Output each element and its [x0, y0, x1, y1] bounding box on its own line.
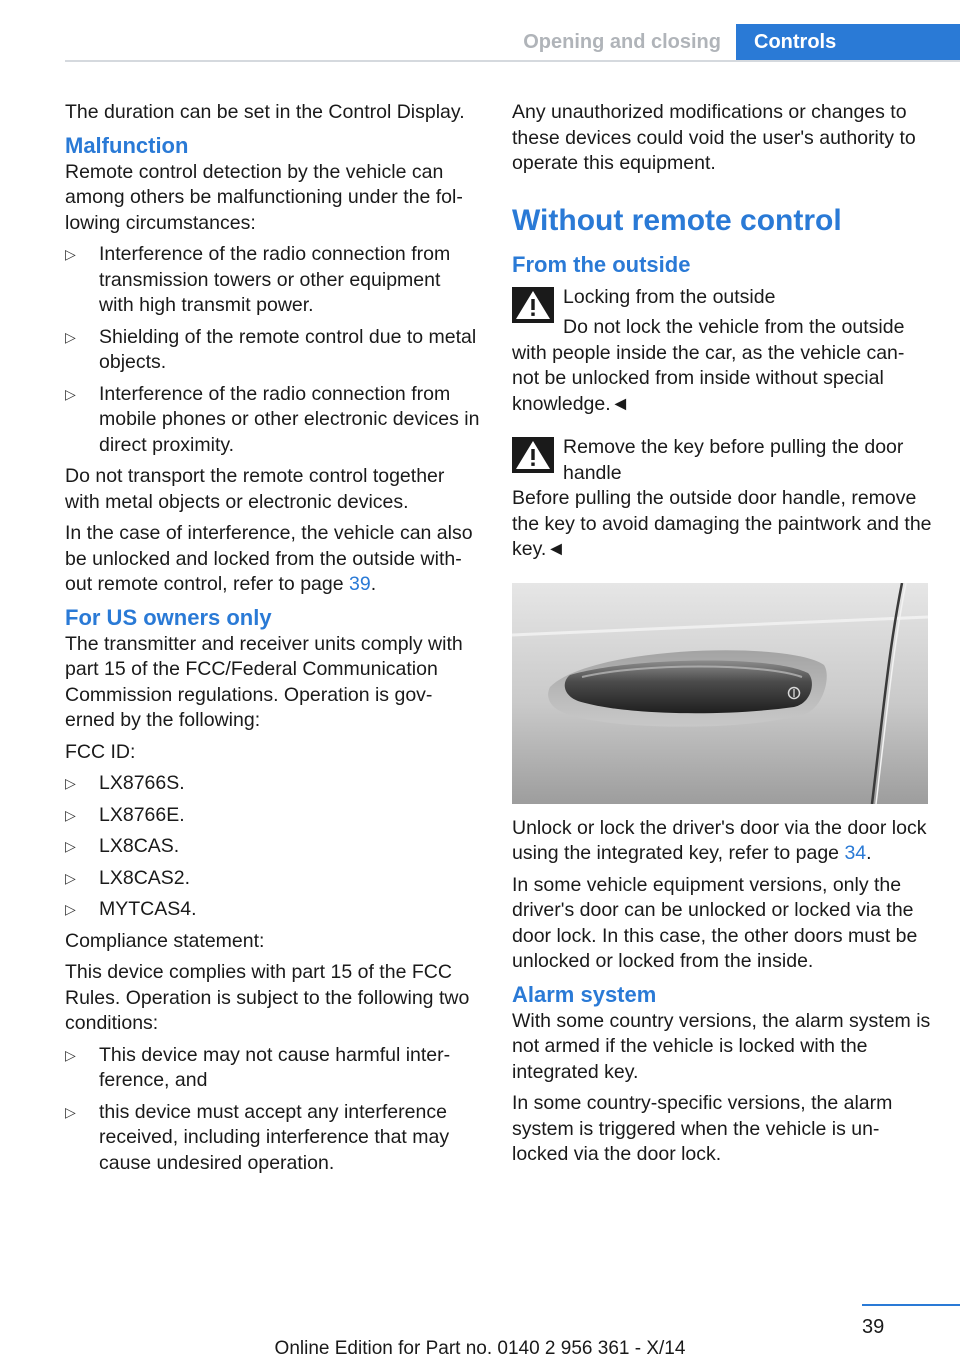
- warning-remove-key: [512, 435, 932, 486]
- warning-continuation: Before pulling the outside door handle, remove the key to avoid damaging the paintwork and the key.◄: [512, 487, 932, 560]
- conditions-list: [65, 1043, 480, 1177]
- us-owners-heading: For US owners only: [65, 604, 272, 630]
- interference-paragraph: In the case of interference, the vehicle can also be unlocked and locked from the outside with- out remote control, refer to page 39.: [65, 522, 473, 595]
- warning-text: Do not lock the vehicle from the outside: [563, 316, 905, 338]
- fcc-id-list: [65, 771, 480, 923]
- triangle-bullet-icon: ▷: [65, 838, 76, 854]
- list-item: ▷ LX8766E.: [65, 803, 480, 829]
- alarm-system-heading: Alarm system: [512, 981, 657, 1007]
- page-link-34[interactable]: 34: [844, 842, 867, 864]
- triangle-bullet-icon: ▷: [65, 1046, 76, 1063]
- warning-icon: [512, 287, 554, 323]
- triangle-bullet-icon: ▷: [65, 901, 76, 917]
- list-item: ▷ Interference of the radio connection from transmission towers or other equipment with high transmit power.: [65, 243, 451, 316]
- transport-paragraph: Do not transport the remote control together with metal objects or electronic devices.: [65, 465, 445, 513]
- footer-divider: [862, 1304, 960, 1306]
- alarm-paragraph-2: In some country-specific versions, the alarm system is triggered when the vehicle is un- locked via the door lock.: [512, 1092, 893, 1165]
- section-tab-opening-and-closing[interactable]: Opening and closing: [523, 31, 721, 53]
- triangle-bullet-icon: ▷: [65, 775, 76, 791]
- list-item: ▷ LX8CAS.: [65, 834, 480, 860]
- malfunction-paragraph: Remote control detection by the vehicle can among others be malfunctioning under the fol- lowing circumstances:: [65, 160, 463, 234]
- warning-continuation: with people inside the car, as the vehicle can- not be unlocked from inside without special knowledge.◄: [512, 341, 905, 415]
- complies-paragraph: This device complies with part 15 of the FCC Rules. Operation is subject to the following two conditions:: [65, 961, 470, 1034]
- triangle-bullet-icon: ▷: [65, 1103, 76, 1120]
- triangle-bullet-icon: ▷: [65, 328, 76, 345]
- warning-locking-outside: [512, 285, 932, 341]
- list-item: ▷ Shielding of the remote control due to metal objects.: [65, 325, 477, 373]
- us-owners-paragraph: The transmitter and receiver units comply with part 15 of the FCC/Federal Communication Commission regulations. Operation is gov- erned by the following:: [65, 632, 463, 731]
- edition-footer: Online Edition for Part no. 0140 2 956 361 - X/14: [274, 1338, 686, 1359]
- from-outside-heading: From the outside: [512, 251, 691, 277]
- triangle-bullet-icon: ▷: [65, 385, 76, 402]
- chapter-tab-controls[interactable]: Controls: [736, 24, 960, 60]
- page-number: 39: [862, 1316, 885, 1338]
- list-item: ▷ This device may not cause harmful inter- ference, and: [65, 1043, 451, 1091]
- compliance-label: Compliance statement:: [65, 929, 265, 952]
- page-header: [0, 0, 960, 62]
- list-item: ▷ this device must accept any interference received, including interference that may cause undesired operation.: [65, 1100, 450, 1174]
- triangle-bullet-icon: ▷: [65, 806, 76, 823]
- unlock-paragraph: Unlock or lock the driver's door via the door lock using the integrated key, refer to page 34.: [512, 816, 927, 864]
- right-column: [512, 100, 932, 1174]
- list-item: ▷ LX8CAS2.: [65, 866, 480, 892]
- without-remote-heading: Without remote control: [512, 203, 842, 237]
- left-column: [65, 100, 480, 1182]
- warning-title: Remove the key before pulling the door handle: [563, 436, 904, 484]
- page-link-39[interactable]: 39: [349, 573, 371, 595]
- malfunction-heading: Malfunction: [65, 132, 189, 158]
- malfunction-list: [65, 242, 480, 458]
- alarm-paragraph-1: With some country versions, the alarm system is not armed if the vehicle is locked with the integrated key.: [512, 1009, 931, 1083]
- warning-title: Locking from the outside: [563, 285, 776, 308]
- door-handle-illustration: [512, 583, 928, 804]
- header-divider: [65, 60, 960, 62]
- intro-paragraph: The duration can be set in the Control Display.: [65, 101, 465, 123]
- list-item: ▷ LX8766S.: [65, 771, 480, 797]
- triangle-bullet-icon: ▷: [65, 246, 76, 262]
- versions-paragraph: In some vehicle equipment versions, only the driver's door can be unlocked or locked via the door lock. In this case, the other doors must be unlocked or locked from the inside.: [512, 873, 918, 972]
- fcc-id-label: FCC ID:: [65, 740, 136, 763]
- modifications-paragraph: Any unauthorized modifications or changes to these devices could void the user's authority to operate this equipment.: [512, 101, 916, 174]
- list-item: ▷ MYTCAS4.: [65, 897, 480, 923]
- list-item: ▷ Interference of the radio connection from mobile phones or other electronic devices in direct proximity.: [65, 382, 480, 456]
- triangle-bullet-icon: ▷: [65, 869, 76, 886]
- warning-icon: [512, 437, 554, 473]
